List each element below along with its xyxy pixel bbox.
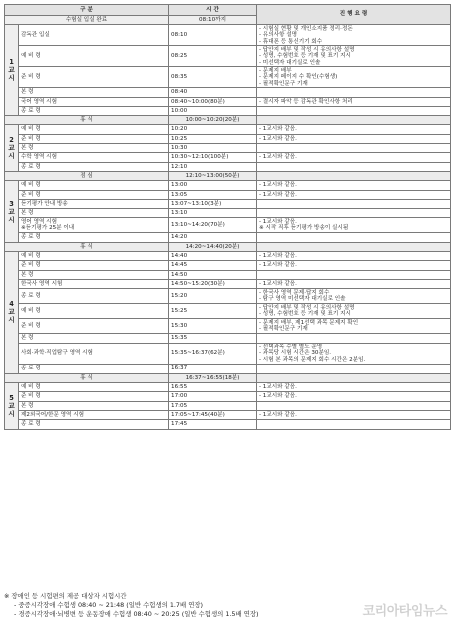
schedule-item: 수학 영역 시험 (19, 153, 169, 162)
schedule-time: 10:25 (169, 134, 257, 143)
footnote-line-1: - 중증시각장애 수험생 08:40 ~ 21:48 (일반 수험생의 1.7배 연장) (14, 601, 204, 609)
schedule-time: 14:20 (169, 233, 257, 242)
schedule-time: 16:37 (169, 364, 257, 373)
schedule-note: - 1교시와 같음. (257, 411, 451, 420)
schedule-row (5, 125, 451, 134)
schedule-time: 13:10~14:20(70분) (169, 218, 257, 233)
schedule-time: 13:05 (169, 190, 257, 199)
schedule-time: 12:10 (169, 162, 257, 171)
news-watermark-logo: 코리아타임뉴스 (362, 604, 447, 619)
schedule-time: 08:25 (169, 46, 257, 67)
schedule-item: 사회·과학·직업탐구 영역 시험 (19, 343, 169, 364)
schedule-row (5, 420, 451, 429)
exam-schedule-table (4, 4, 451, 430)
schedule-note: - 1교시와 같음. (257, 190, 451, 199)
footnote-title: ※ 장애인 등 시험편의 제공 대상자 시험시간 (4, 592, 127, 600)
header-row (5, 5, 451, 16)
schedule-note (257, 162, 451, 171)
schedule-note: - 1교시와 같음. (257, 252, 451, 261)
schedule-row (5, 144, 451, 153)
schedule-row (5, 67, 451, 88)
schedule-note: - 답안지 배부 및 작성 시 유의사항 설명 - 성명, 수험번호 등 기재 및 표기 지시 - 미선택자 대기실로 인솔 (257, 46, 451, 67)
schedule-item: 준 비 령 (19, 134, 169, 143)
break-time: 12:10~13:00(50분) (169, 171, 257, 180)
schedule-row (5, 199, 451, 208)
schedule-time: 08:10 (169, 25, 257, 46)
header-division: 구 분 (5, 5, 169, 16)
schedule-note: - 문제지 배부, 제1선택 과목 문제지 확인 - 필적확인문구 기재 (257, 319, 451, 334)
schedule-item: 본 령 (19, 334, 169, 343)
schedule-row (5, 319, 451, 334)
schedule-item: 본 령 (19, 88, 169, 97)
period-label: 1교시 (5, 25, 19, 116)
schedule-item: 종 료 령 (19, 364, 169, 373)
schedule-time: 17:00 (169, 392, 257, 401)
break-note (257, 242, 451, 251)
schedule-row (5, 97, 451, 106)
schedule-note: - 1교시와 같음. (257, 153, 451, 162)
schedule-item: 종 료 령 (19, 106, 169, 115)
break-time: 10:00~10:20(20분) (169, 116, 257, 125)
schedule-row (5, 190, 451, 199)
schedule-note (257, 401, 451, 410)
schedule-item: 국어 영역 시험 (19, 97, 169, 106)
schedule-time: 08:40~10:00(80분) (169, 97, 257, 106)
break-row (5, 116, 451, 125)
schedule-item: 예 비 령 (19, 383, 169, 392)
schedule-item: 종 료 령 (19, 233, 169, 242)
schedule-row (5, 343, 451, 364)
schedule-time: 13:10 (169, 209, 257, 218)
schedule-row (5, 261, 451, 270)
break-row (5, 373, 451, 382)
schedule-row (5, 304, 451, 319)
schedule-note: - 결시자 파악 등 감독관 확인사항 처리 (257, 97, 451, 106)
schedule-time: 13:00 (169, 181, 257, 190)
schedule-time: 15:25 (169, 304, 257, 319)
period-label: 5교시 (5, 383, 19, 429)
schedule-time: 16:55 (169, 383, 257, 392)
schedule-row (5, 106, 451, 115)
schedule-item: 준 비 령 (19, 261, 169, 270)
schedule-item: 듣기평가 안내 방송 (19, 199, 169, 208)
schedule-note: - 1교시와 같음. (257, 134, 451, 143)
schedule-note (257, 106, 451, 115)
schedule-item: 종 료 령 (19, 289, 169, 304)
schedule-note: - 문제지 배부 - 문제지 페이지 수 확인(수험생) - 필적확인문구 기재 (257, 67, 451, 88)
schedule-note (257, 334, 451, 343)
schedule-item: 예 비 령 (19, 181, 169, 190)
schedule-row (5, 289, 451, 304)
schedule-row (5, 88, 451, 97)
break-label: 점 심 (5, 171, 169, 180)
schedule-row (5, 134, 451, 143)
footnote-line-2: - 경증시각장애·뇌병변 등 운동장애 수험생 08:40 ~ 20:25 (일반 수험생의 1.5배 연장) (14, 610, 259, 618)
schedule-time: 10:20 (169, 125, 257, 134)
break-time: 14:20~14:40(20분) (169, 242, 257, 251)
break-note (257, 171, 451, 180)
schedule-item: 종 료 령 (19, 162, 169, 171)
entry-time: 08:10까지 (169, 16, 257, 25)
break-row (5, 171, 451, 180)
break-label: 휴 식 (5, 373, 169, 382)
schedule-item: 본 령 (19, 401, 169, 410)
schedule-item: 감독관 입실 (19, 25, 169, 46)
schedule-time: 13:07~13:10(3분) (169, 199, 257, 208)
schedule-item: 예 비 령 (19, 125, 169, 134)
schedule-item: 제2외국어/한문 영역 시험 (19, 411, 169, 420)
schedule-note (257, 364, 451, 373)
schedule-time: 10:00 (169, 106, 257, 115)
schedule-time: 14:50 (169, 270, 257, 279)
schedule-time: 10:30~12:10(100분) (169, 153, 257, 162)
schedule-note: - 1교시와 같음. (257, 181, 451, 190)
schedule-row (5, 252, 451, 261)
schedule-note: - 1교시와 같음. (257, 279, 451, 288)
schedule-note (257, 420, 451, 429)
schedule-time: 08:35 (169, 67, 257, 88)
schedule-item: 본 령 (19, 209, 169, 218)
exam-schedule-sheet (4, 4, 450, 430)
schedule-note: - 1교시와 같음. (257, 125, 451, 134)
schedule-note: - 답안지 배부 및 작성 시 유의사항 설명 - 성명, 수험번호 등 기재 및 표기 지시 (257, 304, 451, 319)
schedule-row (5, 162, 451, 171)
period-label: 4교시 (5, 252, 19, 374)
schedule-row (5, 401, 451, 410)
schedule-time: 15:30 (169, 319, 257, 334)
schedule-note: - 선택과목 수별 별도 운영 - 과목당 시험 시간은 30분임. - 시험 본 과목의 문제지 회수 시간은 2분임. (257, 343, 451, 364)
schedule-item: 예 비 령 (19, 252, 169, 261)
schedule-row (5, 411, 451, 420)
schedule-time: 17:05~17:45(40분) (169, 411, 257, 420)
schedule-item: 준 비 령 (19, 190, 169, 199)
schedule-row (5, 25, 451, 46)
schedule-note (257, 233, 451, 242)
schedule-row (5, 218, 451, 233)
schedule-note (257, 88, 451, 97)
break-label: 휴 식 (5, 116, 169, 125)
schedule-note (257, 270, 451, 279)
schedule-time: 15:35 (169, 334, 257, 343)
schedule-time: 17:45 (169, 420, 257, 429)
schedule-row (5, 233, 451, 242)
header-procedure: 진 행 요 령 (257, 5, 451, 25)
schedule-note: - 1교시와 같음. (257, 261, 451, 270)
schedule-row (5, 153, 451, 162)
schedule-note (257, 199, 451, 208)
entry-label: 수험실 입실 완료 (5, 16, 169, 25)
schedule-time: 10:30 (169, 144, 257, 153)
schedule-note: - 1교시와 같음. ※ 시작 직후 듣기평가 방송이 실시됨 (257, 218, 451, 233)
schedule-row (5, 364, 451, 373)
schedule-row (5, 209, 451, 218)
schedule-item: 종 료 령 (19, 420, 169, 429)
schedule-time: 15:20 (169, 289, 257, 304)
schedule-note: - 시험실 현황 및 개인소지품 정리·정돈 - 유의사항 설명 - 휴대폰 등 통신기기 회수 (257, 25, 451, 46)
schedule-note: - 1교시와 같음. (257, 392, 451, 401)
schedule-row (5, 334, 451, 343)
schedule-item: 준 비 령 (19, 319, 169, 334)
break-label: 휴 식 (5, 242, 169, 251)
schedule-time: 14:45 (169, 261, 257, 270)
schedule-row (5, 270, 451, 279)
schedule-item: 예 비 령 (19, 46, 169, 67)
schedule-note: - 1교시와 같음. (257, 383, 451, 392)
schedule-item: 준 비 령 (19, 392, 169, 401)
schedule-row (5, 181, 451, 190)
schedule-note (257, 144, 451, 153)
schedule-row (5, 392, 451, 401)
header-time: 시 간 (169, 5, 257, 16)
schedule-note: - 한국사 영역 문제·답지 회수 - 탐구 영역 미선택자 대기실로 인솔 (257, 289, 451, 304)
schedule-item: 예 비 령 (19, 304, 169, 319)
schedule-time: 14:50~15:20(30분) (169, 279, 257, 288)
schedule-row (5, 46, 451, 67)
schedule-item: 준 비 령 (19, 67, 169, 88)
schedule-time: 15:35~16:37(62분) (169, 343, 257, 364)
break-note (257, 373, 451, 382)
break-note (257, 116, 451, 125)
period-label: 3교시 (5, 181, 19, 242)
schedule-time: 08:40 (169, 88, 257, 97)
schedule-item: 한국사 영역 시험 (19, 279, 169, 288)
schedule-note (257, 209, 451, 218)
schedule-item: 본 령 (19, 144, 169, 153)
schedule-row (5, 279, 451, 288)
schedule-time: 17:05 (169, 401, 257, 410)
break-row (5, 242, 451, 251)
schedule-item: 영어 영역 시험 ※듣기평가 25분 이내 (19, 218, 169, 233)
schedule-item: 본 령 (19, 270, 169, 279)
schedule-time: 14:40 (169, 252, 257, 261)
schedule-row (5, 383, 451, 392)
period-label: 2교시 (5, 125, 19, 171)
break-time: 16:37~16:55(18분) (169, 373, 257, 382)
